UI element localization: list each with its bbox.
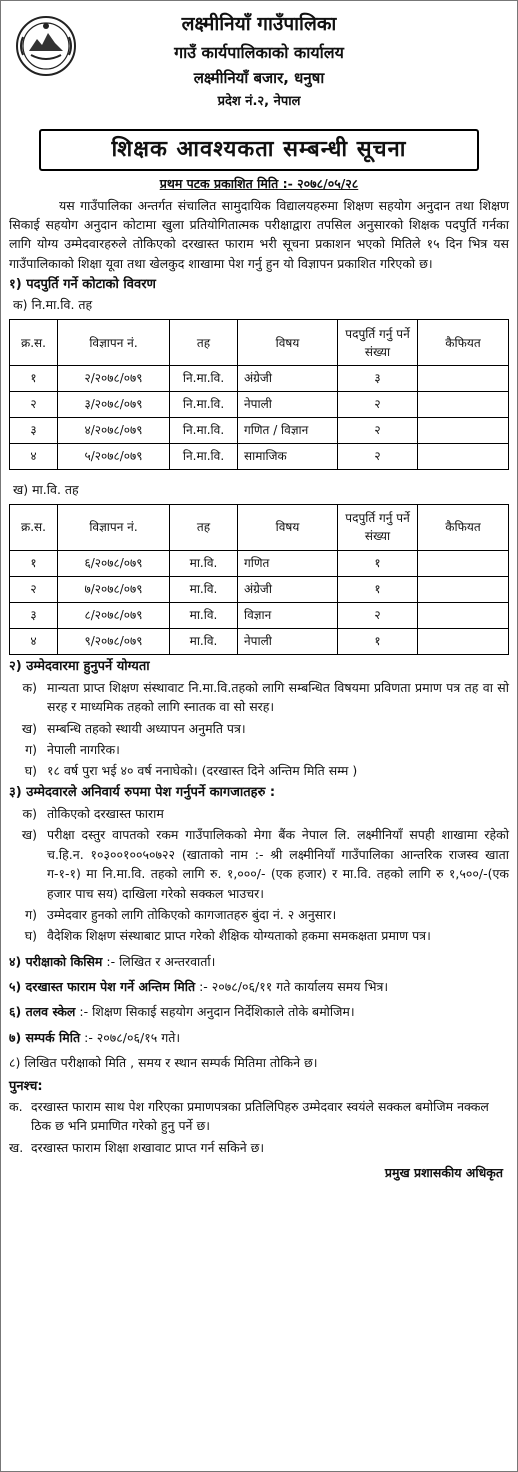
- intro-paragraph: यस गाउँपालिका अन्तर्गत संचालित सामुदायिक विद्यालयहरुमा शिक्षण सहयोग अनुदान तथा शिक्षण सिकाई सहयोग अनुदान कोटामा खुला प्रतियोगितात्मक परीक्षाद्वारा तपसिल अनुसारको शिक्षक पदपुर्ति गर्नका लागि योग्य उम्मेदवारहरुले तोकिएको दरखास्त फाराम भरी सूचना प्रकाशन भएको मितिले १५ दिन भित्र यस गाउँपालिकाको शिक्षा यूवा तथा खेलकुद शाखामा पेश गर्नु हुन यो विज्ञापन प्रकाशित गरिएको छ।: [9, 197, 509, 271]
- section-8: ८) लिखित परीक्षाको मिति , समय र स्थान सम्पर्क मितिमा तोकिने छ।: [9, 1055, 318, 1071]
- table-cell: २: [338, 602, 418, 628]
- section-7-label: ७) सम्पर्क मिति: [9, 1029, 81, 1045]
- table-row: [10, 602, 509, 628]
- table-cell: नेपाली: [238, 628, 338, 654]
- table-cell: [418, 576, 509, 602]
- col-posts: पदपुर्ति गर्नु पर्ने संख्या: [338, 504, 418, 550]
- list-item-marker: ग): [25, 742, 37, 757]
- list-item: [9, 740, 509, 759]
- table-row: [10, 392, 509, 418]
- table-lower-secondary: [9, 319, 509, 470]
- table-cell: मा.वि.: [170, 628, 238, 654]
- table-cell: [418, 444, 509, 470]
- table-cell: सामाजिक: [238, 444, 338, 470]
- list-item-text: तोकिएको दरखास्त फाराम: [47, 806, 164, 821]
- table-cell: मा.वि.: [170, 576, 238, 602]
- table-cell: २: [10, 576, 58, 602]
- table-cell: १: [10, 550, 58, 576]
- list-item-text: दरखास्त फाराम शिक्षा शखावाट प्राप्त गर्न सकिने छ।: [31, 1139, 265, 1155]
- table-cell: १: [338, 628, 418, 654]
- list-item: [9, 1138, 509, 1157]
- list-item-marker: ख.: [9, 1139, 24, 1155]
- table-a-label: क) नि.मा.वि. तह: [13, 297, 93, 313]
- col-subject: विषय: [238, 320, 338, 366]
- table-cell: २/२०७८/०७९: [58, 366, 170, 392]
- list-item: [9, 825, 509, 903]
- section-1-title: १) पदपुर्ति गर्ने कोटाको विवरण: [9, 277, 156, 293]
- section-4-value: :- लिखित र अन्तरवार्ता।: [102, 953, 216, 969]
- table-row: [10, 366, 509, 392]
- col-sn: क्र.स.: [10, 320, 58, 366]
- table-cell: नि.मा.वि.: [170, 392, 238, 418]
- table-cell: ३/२०७८/०७९: [58, 392, 170, 418]
- table-cell: ६/२०७८/०७९: [58, 550, 170, 576]
- table-cell: १: [338, 550, 418, 576]
- table-cell: ९/२०७८/०७९: [58, 628, 170, 654]
- list-item-text: सम्बन्धि तहको स्थायी अध्यापन अनुमति पत्र।: [47, 720, 246, 736]
- list-item: [9, 719, 509, 738]
- postscript-list: [9, 1097, 509, 1157]
- list-item-marker: क): [22, 806, 37, 821]
- section-6-value: :- शिक्षण सिकाई सहयोग अनुदान निर्देशिकाले तोके बमोजिम।: [75, 1004, 355, 1020]
- table-cell: ४: [10, 444, 58, 470]
- list-item-text: परीक्षा दस्तुर वापतको रकम गाउँपालिकको मेगा बैंक नेपाल लि. लक्ष्मीनियाँ सपही शाखामा रहेको च.हि.न. १०३००१००५०७२२ (खाताको नाम :- श्री लक्ष्मीनियाँ गाउँपालिका आन्तरिक राजस्व खाता ग-१-१) मा नि.मा.वि. तहको लागि रु. १,०००/- (एक हजार) र मा.वि. तहको लागि रु १,५००/-(एक हजार पाच सय) दाखिला गरेको सक्कल भाउचर।: [47, 827, 509, 901]
- list-item-marker: क): [22, 679, 37, 695]
- section-5-value: :- २०७८/०६/११ गते कार्यालय समय भित्र।: [195, 979, 389, 994]
- table-cell: २: [338, 444, 418, 470]
- table-cell: ३: [10, 602, 58, 628]
- col-ad-no: विज्ञापन नं.: [58, 504, 170, 550]
- table-b-label: ख) मा.वि. तह: [13, 482, 79, 497]
- list-item-text: वैदेशिक शिक्षण संस्थाबाट प्राप्त गरेको शैक्षिक योग्यताको हकमा समकक्षता प्रमाण पत्र।: [47, 928, 431, 944]
- section-5-label: ५) दरखास्त फाराम पेश गर्ने अन्तिम मिति: [9, 979, 196, 994]
- table-cell: [418, 550, 509, 576]
- section-7-value: :- २०७८/०६/१५ गते।: [80, 1029, 181, 1045]
- table-cell: ३: [338, 366, 418, 392]
- province-line: प्रदेश नं.२, नेपाल: [217, 93, 301, 109]
- table-row: [10, 418, 509, 444]
- documents-list: [9, 804, 509, 946]
- section-6: [9, 1002, 509, 1021]
- table-cell: अंग्रेजी: [238, 366, 338, 392]
- list-item-text: मान्यता प्राप्त शिक्षण संस्थावाट नि.मा.वि.तहको लागि सम्बन्धित विषयमा प्रविणता प्रमाण पत्र तह वा सो सरह र माध्यमिक तहको लागि स्नातक वा सो सरह।: [47, 679, 509, 715]
- list-item: [9, 926, 509, 945]
- table-cell: २: [338, 392, 418, 418]
- col-remarks: कैफियत: [418, 504, 509, 550]
- table-cell: नेपाली: [238, 392, 338, 418]
- office-address: लक्ष्मीनियाँ बजार, धनुषा: [193, 68, 325, 87]
- section-7: [9, 1028, 509, 1047]
- table-row: [10, 576, 509, 602]
- table-cell: ५/२०७८/०७९: [58, 444, 170, 470]
- list-item-marker: घ): [24, 763, 37, 779]
- list-item-text: दरखास्त फाराम साथ पेश गरिएका प्रमाणपत्रका प्रतिलिपिहरु उम्मेदवार स्वयंले सक्कल बमोजिम नक्कल ठिक छ भनि प्रमाणित गरेको हुनु पर्ने छ।: [31, 1098, 489, 1134]
- list-item: [9, 905, 509, 924]
- section-4: [9, 952, 509, 971]
- qualification-list: [9, 678, 509, 781]
- list-item: [9, 1097, 509, 1136]
- list-item-text: उम्मेदवार हुनको लागि तोकिएको कागजातहरु बुंदा नं. २ अनुसार।: [47, 906, 337, 922]
- publish-date: प्रथम पटक प्रकाशित मिति :- २०७८/०५/२८: [159, 176, 359, 191]
- postscript-title: पुनश्च:: [9, 1078, 43, 1094]
- section-5: [9, 977, 509, 996]
- list-item-marker: ख): [21, 827, 37, 843]
- table-cell: गणित: [238, 550, 338, 576]
- table-cell: १: [10, 366, 58, 392]
- table-cell: २: [338, 418, 418, 444]
- list-item-text: १८ वर्ष पुरा भई ४० वर्ष ननाघेको। (दरखास्त दिने अन्तिम मिति सम्म ): [47, 763, 358, 779]
- list-item-marker: ग): [25, 906, 37, 922]
- list-item-text: नेपाली नागरिक।: [47, 742, 120, 757]
- office-name: गाउँ कार्यपालिकाको कार्यालय: [174, 42, 344, 62]
- table-cell: मा.वि.: [170, 602, 238, 628]
- table-cell: [418, 602, 509, 628]
- table-cell: ४: [10, 628, 58, 654]
- list-item: [9, 761, 509, 780]
- col-level: तह: [170, 504, 238, 550]
- table-cell: अंग्रेजी: [238, 576, 338, 602]
- col-remarks: कैफियत: [418, 320, 509, 366]
- table-cell: ७/२०७८/०७९: [58, 576, 170, 602]
- table-header-row: [10, 320, 509, 366]
- table-cell: ४/२०७८/०७९: [58, 418, 170, 444]
- table-cell: ८/२०७८/०७९: [58, 602, 170, 628]
- notice-title: शिक्षक आवश्यकता सम्बन्धी सूचना: [39, 129, 479, 171]
- table-cell: [418, 366, 509, 392]
- table-cell: नि.मा.वि.: [170, 418, 238, 444]
- table-cell: नि.मा.वि.: [170, 366, 238, 392]
- section-3-title: ३) उम्मेदवारले अनिवार्य रुपमा पेश गर्नुपर्ने कागजातहरु :: [9, 784, 276, 800]
- nepal-emblem-icon: [15, 15, 77, 77]
- list-item: [9, 804, 509, 823]
- list-item-marker: क.: [9, 1098, 23, 1114]
- table-cell: गणित / विज्ञान: [238, 418, 338, 444]
- col-sn: क्र.स.: [10, 504, 58, 550]
- table-row: [10, 550, 509, 576]
- table-cell: [418, 418, 509, 444]
- signature: प्रमुख प्रशासकीय अधिकृत: [384, 1164, 503, 1180]
- municipality-name: लक्ष्मीनियाँ गाउँपालिका: [181, 13, 337, 35]
- table-cell: [418, 392, 509, 418]
- table-cell: विज्ञान: [238, 602, 338, 628]
- table-cell: ३: [10, 418, 58, 444]
- section-4-label: ४) परीक्षाको किसिम: [9, 953, 103, 969]
- section-2-title: २) उम्मेदवारमा हुनुपर्ने योग्यता: [9, 658, 150, 674]
- header: [9, 13, 509, 125]
- col-level: तह: [170, 320, 238, 366]
- table-cell: २: [10, 392, 58, 418]
- table-secondary: [9, 504, 509, 655]
- col-ad-no: विज्ञापन नं.: [58, 320, 170, 366]
- col-subject: विषय: [238, 504, 338, 550]
- col-posts: पदपुर्ति गर्नु पर्ने संख्या: [338, 320, 418, 366]
- section-6-label: ६) तलव स्केल: [9, 1004, 76, 1020]
- table-cell: १: [338, 576, 418, 602]
- table-header-row: [10, 504, 509, 550]
- table-cell: मा.वि.: [170, 550, 238, 576]
- list-item-marker: घ): [24, 928, 37, 944]
- table-row: [10, 628, 509, 654]
- table-cell: [418, 628, 509, 654]
- list-item: [9, 678, 509, 717]
- table-row: [10, 444, 509, 470]
- list-item-marker: ख): [21, 720, 37, 736]
- table-cell: नि.मा.वि.: [170, 444, 238, 470]
